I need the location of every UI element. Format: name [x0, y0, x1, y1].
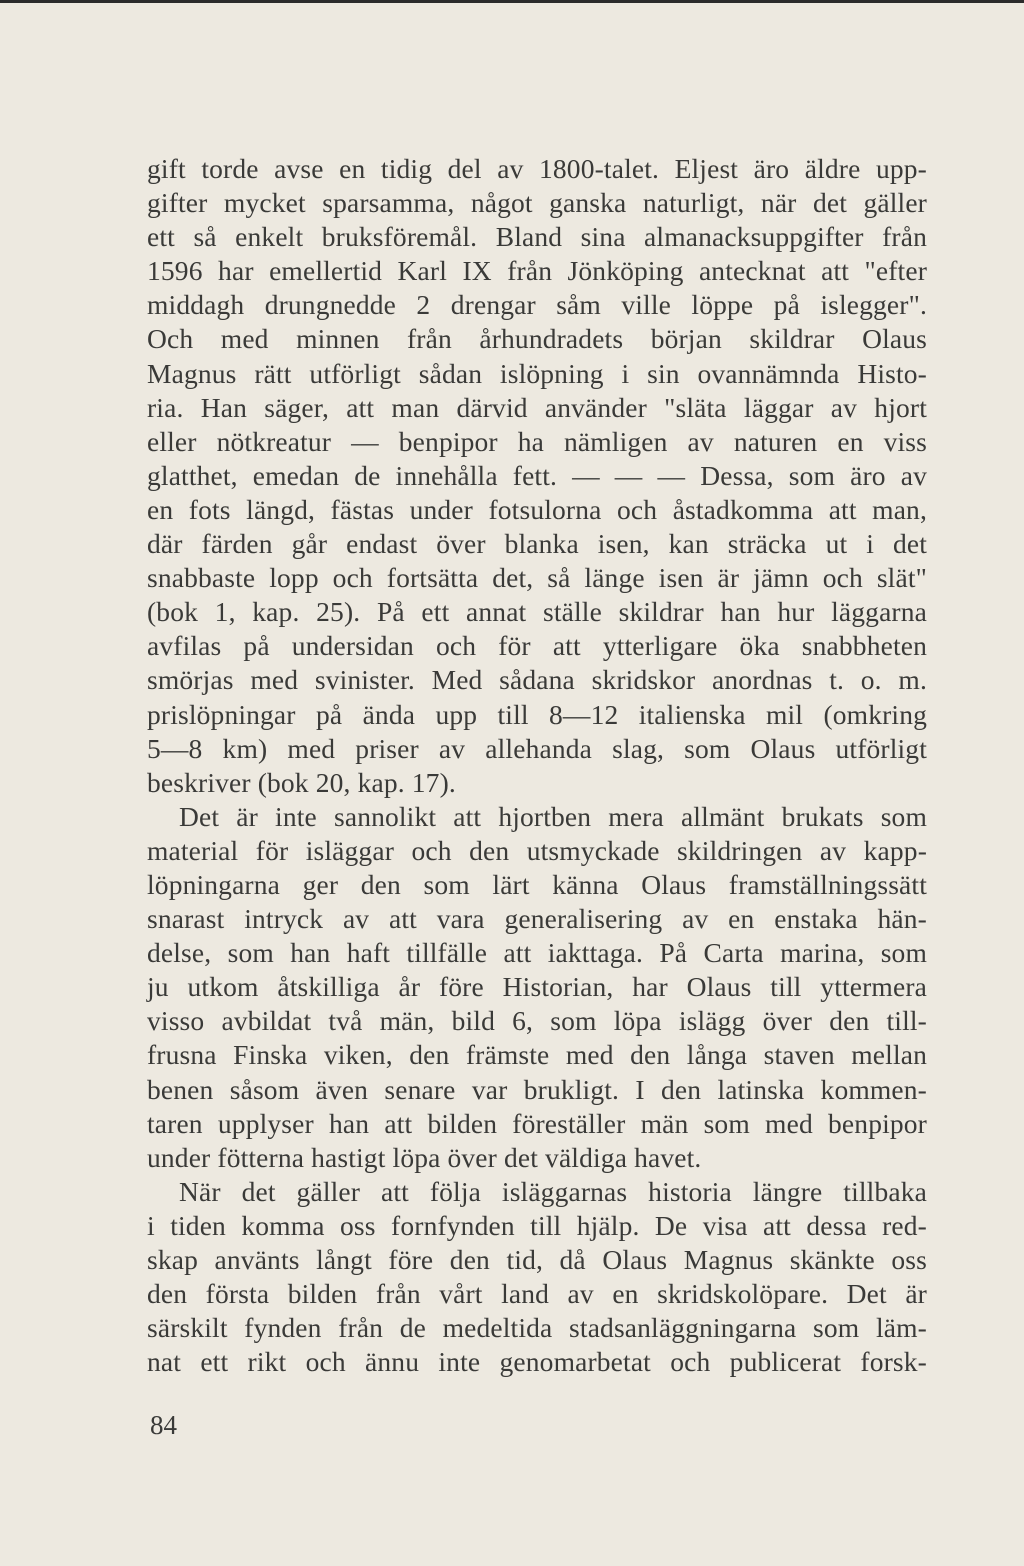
- text-line: särskilt fynden från de medeltida stadsanläggningarna som läm-: [147, 1312, 927, 1344]
- text-line: nat ett rikt och ännu inte genomarbetat och publicerat forsk-: [147, 1346, 927, 1378]
- text-line: gifter mycket sparsamma, något ganska naturligt, när det gäller: [147, 187, 927, 219]
- paragraph-2: [147, 800, 927, 1175]
- text-line: skap använts långt före den tid, då Olaus Magnus skänkte oss: [147, 1244, 927, 1275]
- text-line: ju utkom åtskilliga år före Historian, har Olaus till yttermera: [147, 971, 927, 1003]
- text-line: frusna Finska viken, den främste med den långa staven mellan: [147, 1039, 927, 1071]
- text-line: i tiden komma oss fornfynden till hjälp. De visa att dessa red-: [147, 1209, 927, 1241]
- text-line: Magnus rätt utförligt sådan islöpning i sin ovannämnda Histo-: [147, 357, 927, 389]
- text-line: 1596 har emellertid Karl IX från Jönköping antecknat att "efter: [147, 255, 927, 287]
- paragraph-3: [147, 1175, 927, 1380]
- text-line: Det är inte sannolikt att hjortben mera allmänt brukats som: [179, 800, 927, 832]
- body-text: [147, 152, 927, 1379]
- text-line: snabbaste lopp och fortsätta det, så länge isen är jämn och slät": [147, 562, 927, 594]
- text-line: den första bilden från vårt land av en skridskolöpare. Det är: [147, 1278, 927, 1310]
- text-line: 5—8 km) med priser av allehanda slag, som Olaus utförligt: [147, 732, 927, 764]
- text-line: gift torde avse en tidig del av 1800-talet. Eljest äro äldre upp-: [147, 153, 927, 184]
- text-line: eller nötkreatur — benpipor ha nämligen av naturen en viss: [147, 425, 927, 457]
- page-number: 84: [150, 1410, 177, 1440]
- text-line: middagh drungnedde 2 drengar såm ville löppe på islegger".: [147, 289, 927, 321]
- text-line: där färden går endast över blanka isen, kan sträcka ut i det: [147, 528, 927, 560]
- text-line: ett så enkelt bruksföremål. Bland sina almanacksuppgifter från: [147, 221, 927, 253]
- text-line: under fötterna hastigt löpa över det väldiga havet.: [147, 1141, 702, 1173]
- text-line: smörjas med svinister. Med sådana skridskor anordnas t. o. m.: [147, 664, 927, 696]
- text-line: en fots längd, fästas under fotsulorna och åstadkomma att man,: [147, 493, 927, 525]
- top-edge-rule: [0, 0, 1024, 3]
- paragraph-1: [147, 152, 927, 800]
- text-line: löpningarna ger den som lärt känna Olaus framställningssätt: [147, 868, 927, 900]
- text-line: material för isläggar och den utsmyckade skildringen av kapp-: [147, 834, 927, 866]
- text-line: avfilas på undersidan och för att ytterligare öka snabbheten: [147, 630, 927, 662]
- text-line: snarast intryck av att vara generalisering av en enstaka hän-: [147, 903, 927, 935]
- text-line: ria. Han säger, att man därvid använder "släta läggar av hjort: [147, 391, 927, 423]
- text-line: delse, som han haft tillfälle att iakttaga. På Carta marina, som: [147, 937, 927, 969]
- text-line: När det gäller att följa isläggarnas historia längre tillbaka: [179, 1175, 927, 1207]
- text-line: glatthet, emedan de innehålla fett. — — — Dessa, som äro av: [147, 459, 927, 491]
- text-line: prislöpningar på ända upp till 8—12 italienska mil (omkring: [147, 698, 927, 730]
- text-line: taren upplyser han att bilden föreställer män som med benpipor: [147, 1107, 927, 1139]
- text-line: beskriver (bok 20, kap. 17).: [147, 766, 456, 798]
- text-line: (bok 1, kap. 25). På ett annat ställe skildrar han hur läggarna: [147, 596, 927, 628]
- text-line: benen såsom även senare var brukligt. I den latinska kommen-: [147, 1073, 927, 1105]
- text-line: Och med minnen från århundradets början skildrar Olaus: [147, 323, 927, 355]
- text-line: visso avbildat två män, bild 6, som löpa islägg över den till-: [147, 1005, 927, 1037]
